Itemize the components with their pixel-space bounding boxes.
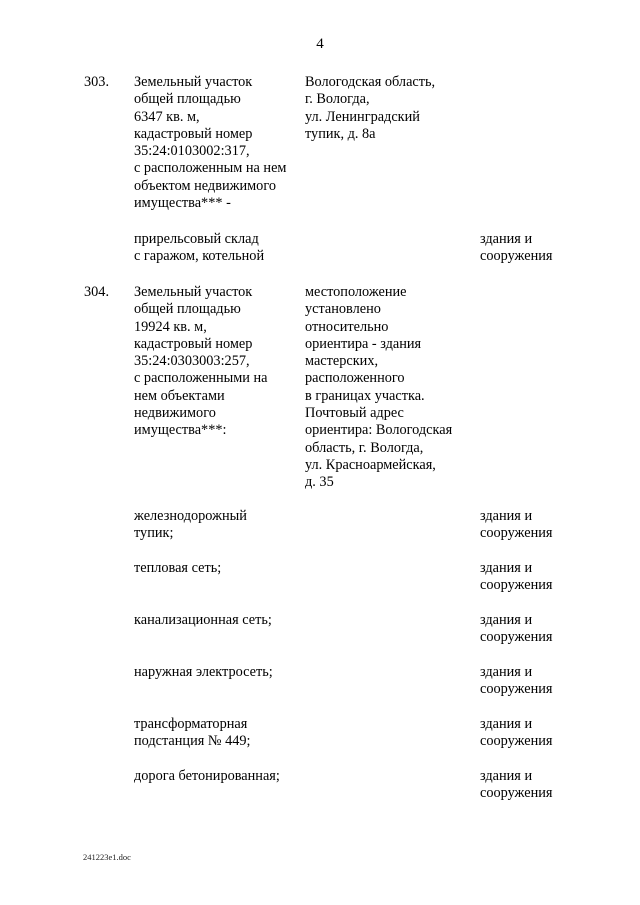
object-name: прирельсовый склад с гаражом, котельной: [134, 231, 265, 265]
footer-filename: 241223e1.doc: [83, 852, 131, 862]
object-type: здания и сооружения: [480, 664, 553, 698]
object-type: здания и сооружения: [480, 231, 553, 265]
object-name: трансформаторная подстанция № 449;: [134, 716, 251, 750]
entry-description: Земельный участок общей площадью 19924 кв. м, кадастровый номер 35:24:0303003:257, с расположенными на нем объектами недвижимого имущества***:: [134, 284, 268, 439]
entry-location: Вологодская область, г. Вологда, ул. Ленинградский тупик, д. 8а: [305, 74, 436, 142]
entry-description: Земельный участок общей площадью 6347 кв. м, кадастровый номер 35:24:0103002:317, с расположенным на нем объектом недвижимого имущества*** -: [134, 74, 287, 212]
object-type: здания и сооружения: [480, 612, 553, 646]
object-type: здания и сооружения: [480, 560, 553, 594]
object-name: канализационная сеть;: [134, 612, 272, 628]
entry-location: местоположение установлено относительно ориентира - здания мастерских, расположенного в границах участка. Почтовый адрес ориентира: Вологодская область, г. Вологда, ул. Красноармейская, д. 35: [305, 284, 453, 491]
object-type: здания и сооружения: [480, 768, 553, 802]
page-number: 4: [316, 36, 324, 52]
object-type: здания и сооружения: [480, 508, 553, 542]
object-type: здания и сооружения: [480, 716, 553, 750]
object-name: железнодорожный тупик;: [134, 508, 247, 542]
object-name: тепловая сеть;: [134, 560, 222, 576]
object-name: наружная электросеть;: [134, 664, 273, 680]
entry-number: 303.: [84, 74, 110, 90]
entry-number: 304.: [84, 284, 110, 300]
object-name: дорога бетонированная;: [134, 768, 280, 784]
